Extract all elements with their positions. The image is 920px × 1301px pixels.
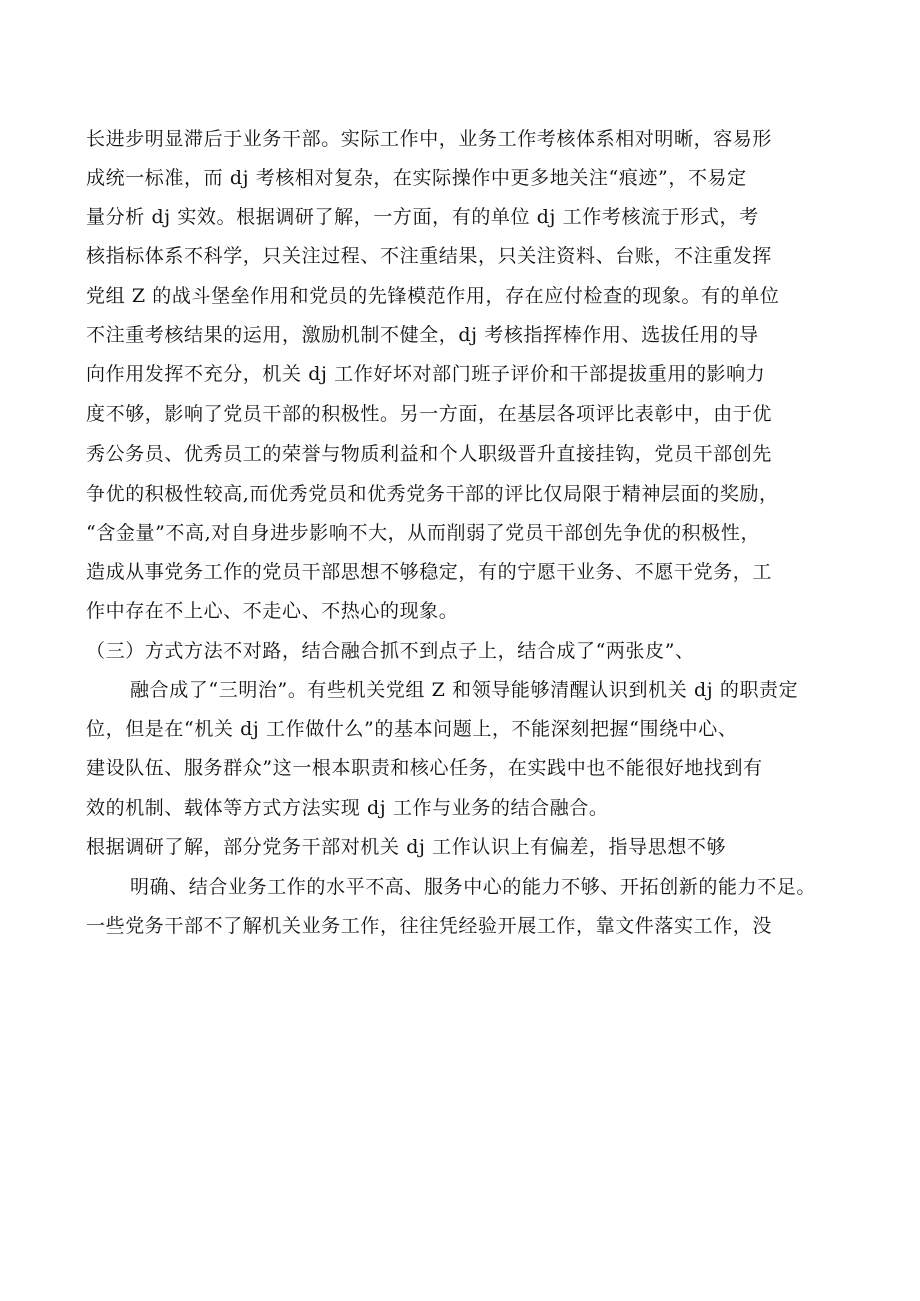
text-line: 核指标体系不科学，只关注过程、不注重结果，只关注资料、台账，不注重发挥 xyxy=(86,245,773,267)
text-line: 度不够，影响了党员干部的积极性。另一方面，在基层各项评比表彰中，由于优 xyxy=(86,403,773,425)
text-line: 党组 Z 的战斗堡垒作用和党员的先锋模范作用，存在应付检查的现象。有的单位 xyxy=(86,285,780,307)
text-line: 建设队伍、服务群众”这一根本职责和核心任务，在实践中也不能很好地找到有 xyxy=(86,757,763,779)
text-line: 成统一标准，而 dj 考核相对复杂，在实际操作中更多地关注“痕迹”，不易定 xyxy=(86,167,747,189)
text-line: 效的机制、载体等方式方法实现 dj 工作与业务的结合融合。 xyxy=(86,797,609,819)
text-line: 作中存在不上心、不走心、不热心的现象。 xyxy=(86,600,459,622)
text-line: 造成从事党务工作的党员干部思想不够稳定，有的宁愿干业务、不愿干党务，工 xyxy=(86,561,773,583)
text-line: 一些党务干部不了解机关业务工作，往往凭经验开展工作，靠文件落实工作，没 xyxy=(86,915,773,937)
text-line: 长进步明显滞后于业务干部。实际工作中，业务工作考核体系相对明晰，容易形 xyxy=(86,128,773,150)
text-line: （三）方式方法不对路，结合融合抓不到点子上，结合成了“两张皮”、 xyxy=(86,640,695,662)
text-line: 位，但是在“机关 dj 工作做什么”的基本问题上，不能深刻把握“围绕中心、 xyxy=(86,718,738,740)
text-line: 量分析 dj 实效。根据调研了解，一方面，有的单位 dj 工作考核流于形式，考 xyxy=(86,206,759,228)
text-line: 向作用发挥不充分，机关 dj 工作好坏对部门班子评价和干部提拔重用的影响力 xyxy=(86,363,766,385)
text-line: 争优的积极性较高,而优秀党员和优秀党务干部的评比仅局限于精神层面的奖励， xyxy=(86,483,779,505)
text-line: 秀公务员、优秀员工的荣誉与物质利益和个人职级晋升直接挂钩，党员干部创先 xyxy=(86,443,773,465)
paragraph-first-line: 明确、结合业务工作的水平不高、服务中心的能力不够、开拓创新的能力不足。 xyxy=(130,876,817,898)
section-heading-line: 融合成了“三明治”。有些机关党组 Z 和领导能够清醒认识到机关 dj 的职责定 xyxy=(130,679,799,701)
text-line: 不注重考核结果的运用，激励机制不健全，dj 考核指挥棒作用、选拔任用的导 xyxy=(86,324,759,346)
text-line: “含金量”不高,对自身进步影响不大，从而削弱了党员干部创先争优的积极性， xyxy=(86,522,761,544)
text-line: 根据调研了解，部分党务干部对机关 dj 工作认识上有偏差，指导思想不够 xyxy=(86,836,727,858)
